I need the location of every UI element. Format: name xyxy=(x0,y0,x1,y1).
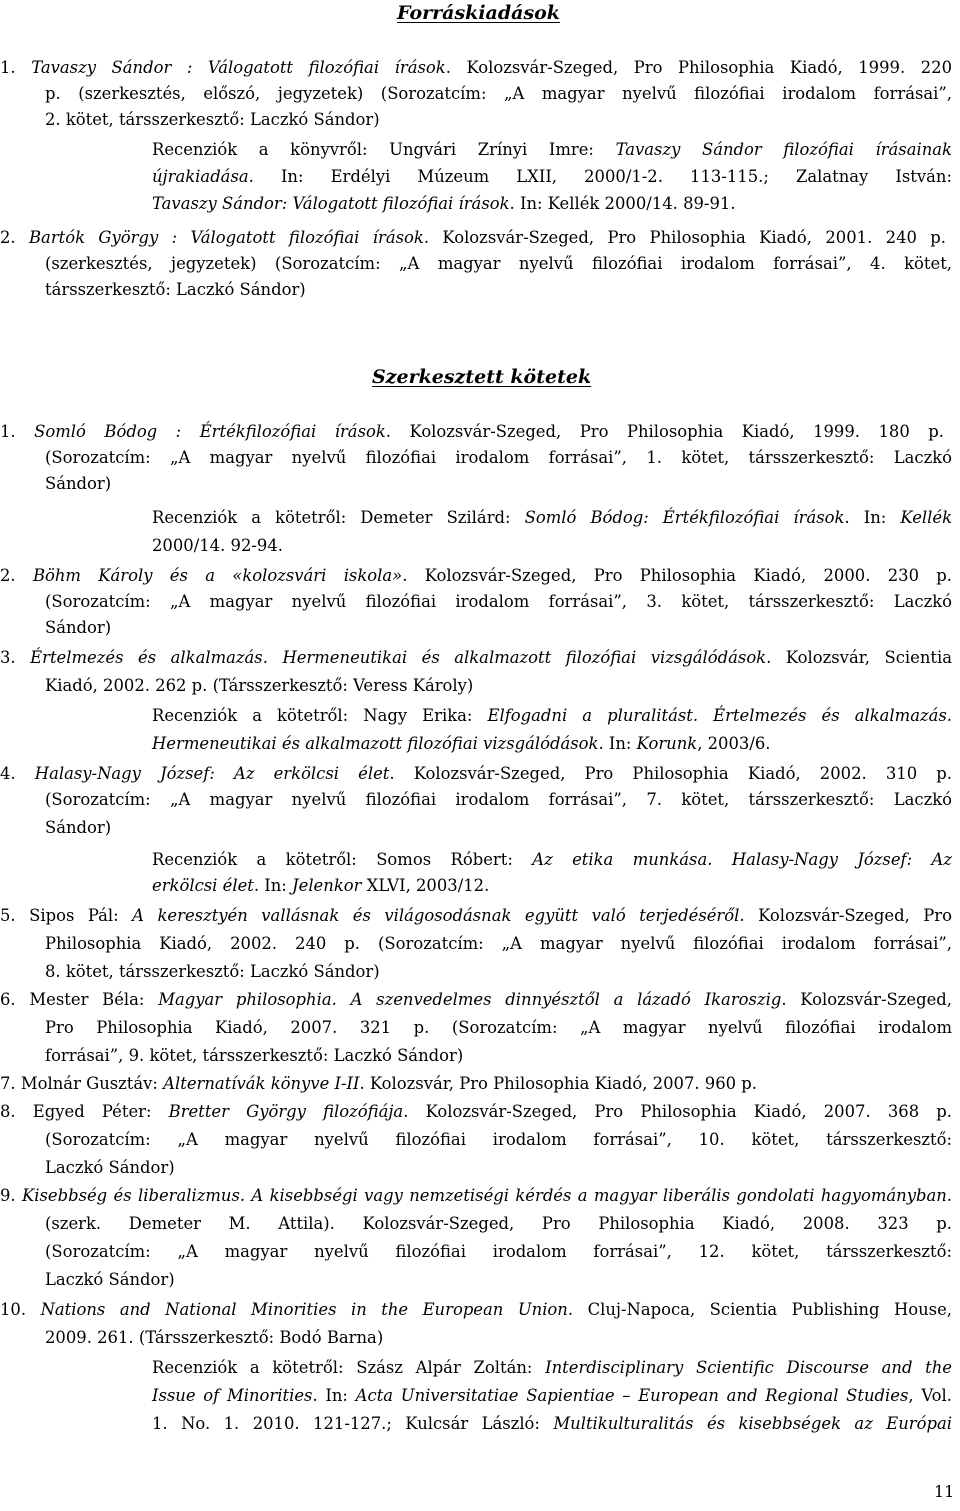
entry-line: (szerkesztés, jegyzetek) (Sorozatcím: „A magyar nyelvű filozófiai irodalom forrásai”, 4. kötet, xyxy=(45,254,952,273)
entry-line: (Sorozatcím: „A magyar nyelvű filozófiai irodalom forrásai”, 3. kötet, társszerkesztő: Laczkó xyxy=(45,592,952,611)
entry-line: Sándor) xyxy=(45,618,112,637)
entry-line: 1. Tavaszy Sándor : Válogatott filozófiai írások. Kolozsvár-Szeged, Pro Philosophia Kiadó, 1999. 220 xyxy=(0,58,952,77)
entry-line: Sándor) xyxy=(45,818,112,837)
entry-line: 5. Sipos Pál: A keresztyén vallásnak és világosodásnak együtt való terjedéséről. Kolozsvár-Szeged, Pro xyxy=(0,906,953,925)
entry-line: 9. Kisebbség és liberalizmus. A kisebbségi vagy nemzetiségi kérdés a magyar liberális gondolati hagyományban. xyxy=(0,1186,952,1205)
entry-line: (Sorozatcím: „A magyar nyelvű filozófiai irodalom forrásai”, 12. kötet, társszerkesztő: xyxy=(45,1242,952,1261)
entry-line: Sándor) xyxy=(45,474,112,493)
review-line: Issue of Minorities. In: Acta Universitatiae Sapientiae – European and Regional Studies, Vol. xyxy=(152,1386,953,1405)
section-heading-forraskiadasok: Forráskiadások xyxy=(397,2,560,24)
entry-line: 6. Mester Béla: Magyar philosophia. A szenvedelmes dinnyésztől a lázadó Ikaroszig. Kolozsvár-Szeged, xyxy=(0,990,952,1009)
entry-line: 10. Nations and National Minorities in the European Union. Cluj-Napoca, Scientia Publishing House, xyxy=(0,1300,953,1319)
review-line: Hermeneutikai és alkalmazott filozófiai vizsgálódások. In: Korunk, 2003/6. xyxy=(152,734,771,753)
entry-line: (Sorozatcím: „A magyar nyelvű filozófiai irodalom forrásai”, 1. kötet, társszerkesztő: Laczkó xyxy=(45,448,952,467)
entry-line: 7. Molnár Gusztáv: Alternatívák könyve I-II. Kolozsvár, Pro Philosophia Kiadó, 2007. 960 p. xyxy=(0,1074,757,1093)
review-line: újrakiadása. In: Erdélyi Múzeum LXII, 2000/1-2. 113-115.; Zalatnay István: xyxy=(152,167,952,186)
entry-line: 3. Értelmezés és alkalmazás. Hermeneutikai és alkalmazott filozófiai vizsgálódások. Kolozsvár, Scientia xyxy=(0,648,952,667)
entry-line: forrásai”, 9. kötet, társszerkesztő: Laczkó Sándor) xyxy=(45,1046,464,1065)
entry-line: (szerk. Demeter M. Attila). Kolozsvár-Szeged, Pro Philosophia Kiadó, 2008. 323 p. xyxy=(45,1214,952,1233)
entry-line: (Sorozatcím: „A magyar nyelvű filozófiai irodalom forrásai”, 7. kötet, társszerkesztő: Laczkó xyxy=(45,790,952,809)
review-line: Recenziók a kötetről: Somos Róbert: Az etika munkása. Halasy-Nagy József: Az xyxy=(152,850,952,869)
review-line: erkölcsi élet. In: Jelenkor XLVI, 2003/12. xyxy=(152,876,490,895)
entry-line: 2009. 261. (Társszerkesztő: Bodó Barna) xyxy=(45,1328,384,1347)
review-line: Recenziók a könyvről: Ungvári Zrínyi Imre: Tavaszy Sándor filozófiai írásainak xyxy=(152,140,952,159)
entry-line: Pro Philosophia Kiadó, 2007. 321 p. (Sorozatcím: „A magyar nyelvű filozófiai irodalom xyxy=(45,1018,952,1037)
entry-line: (Sorozatcím: „A magyar nyelvű filozófiai irodalom forrásai”, 10. kötet, társszerkesztő: xyxy=(45,1130,952,1149)
review-line: Recenziók a kötetről: Szász Alpár Zoltán: Interdisciplinary Scientific Discourse and the xyxy=(152,1358,952,1377)
entry-line: társszerkesztő: Laczkó Sándor) xyxy=(45,280,306,299)
review-line: Recenziók a kötetről: Demeter Szilárd: Somló Bódog: Értékfilozófiai írások. In: Kellék xyxy=(152,508,953,527)
review-line: 1. No. 1. 2010. 121-127.; Kulcsár László: Multikulturalitás és kisebbségek az Európai xyxy=(152,1414,953,1433)
entry-line: 8. Egyed Péter: Bretter György filozófiája. Kolozsvár-Szeged, Pro Philosophia Kiadó, 2007. 368 p. xyxy=(0,1102,952,1121)
entry-line: Laczkó Sándor) xyxy=(45,1158,175,1177)
entry-line: Kiadó, 2002. 262 p. (Társszerkesztő: Veress Károly) xyxy=(45,676,474,695)
entry-line: Philosophia Kiadó, 2002. 240 p. (Sorozatcím: „A magyar nyelvű filozófiai irodalom forrásai”, xyxy=(45,934,952,953)
entry-line: 2. Böhm Károly és a «kolozsvári iskola». Kolozsvár-Szeged, Pro Philosophia Kiadó, 2000. 230 p. xyxy=(0,566,953,585)
review-line: Tavaszy Sándor: Válogatott filozófiai írások. In: Kellék 2000/14. 89-91. xyxy=(152,194,736,213)
entry-line: 8. kötet, társszerkesztő: Laczkó Sándor) xyxy=(45,962,380,981)
review-line: 2000/14. 92-94. xyxy=(152,536,283,555)
entry-line: 4. Halasy-Nagy József: Az erkölcsi élet. Kolozsvár-Szeged, Pro Philosophia Kiadó, 2002. 310 p. xyxy=(0,764,952,783)
entry-line: p. (szerkesztés, előszó, jegyzetek) (Sorozatcím: „A magyar nyelvű filozófiai irodalom forrásai”, xyxy=(45,84,952,103)
entry-line: 2. Bartók György : Válogatott filozófiai írások. Kolozsvár-Szeged, Pro Philosophia Kiadó, 2001. 240 p. xyxy=(0,228,946,247)
entry-line: 1. Somló Bódog : Értékfilozófiai írások. Kolozsvár-Szeged, Pro Philosophia Kiadó, 1999. 180 p. xyxy=(0,422,944,441)
page-number: 11 xyxy=(934,1482,955,1501)
section-heading-szerkesztett-kotetek: Szerkesztett kötetek xyxy=(372,366,592,388)
review-line: Recenziók a kötetről: Nagy Erika: Elfogadni a pluralitást. Értelmezés és alkalmazás. xyxy=(152,706,952,725)
entry-line: 2. kötet, társszerkesztő: Laczkó Sándor) xyxy=(45,110,380,129)
entry-line: Laczkó Sándor) xyxy=(45,1270,175,1289)
